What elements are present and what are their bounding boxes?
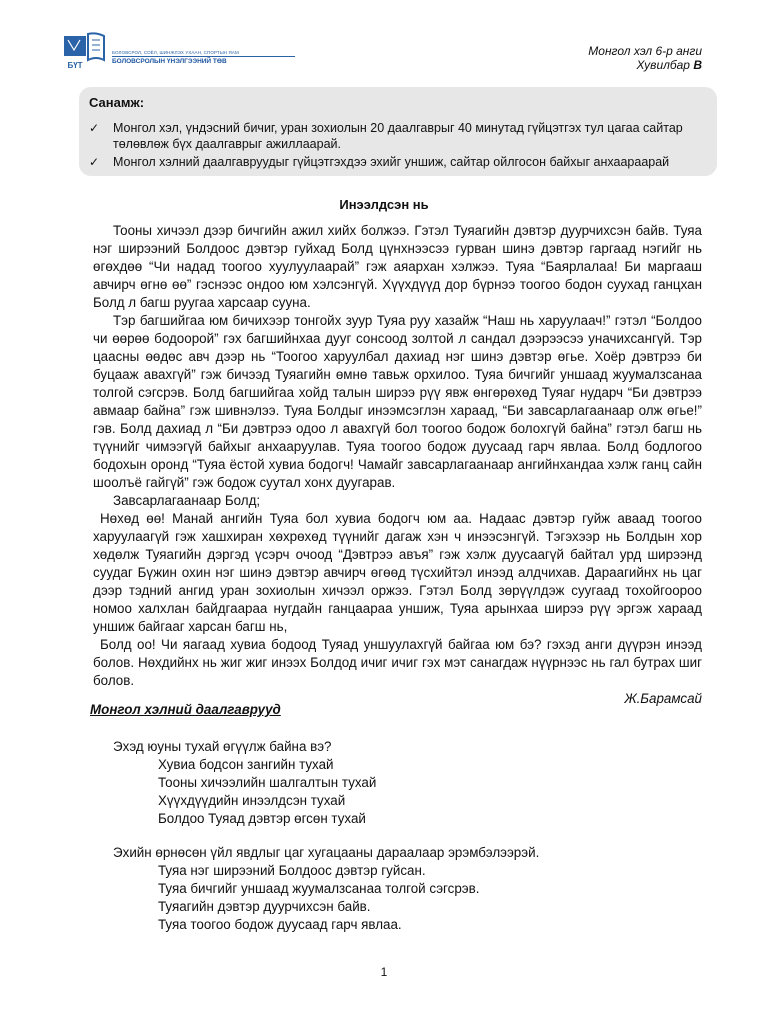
exam-info xyxy=(588,44,702,72)
variant-value: В xyxy=(693,58,702,72)
subject-label: Монгол хэл 6-р анги xyxy=(588,44,702,58)
answer-option[interactable]: Туяагийн дэвтэр дуурчихсэн байв. xyxy=(158,899,371,914)
story-text xyxy=(93,222,702,708)
story-author: Ж.Барамсай xyxy=(624,691,702,706)
notice-item-text: Монгол хэл, үндэсний бичиг, уран зохиолын 20 даалгаврыг 40 минутад гүйцэтгэх тул цагаа сайтар төлөвлөж бүх даалгаврыг ажиллаарай. xyxy=(113,121,683,151)
story-paragraph: Завсарлагаанаар Болд; xyxy=(113,493,261,508)
answer-option[interactable]: Болдоо Туяад дэвтэр өгсөн тухай xyxy=(158,811,366,826)
logo-divider xyxy=(112,56,295,57)
tasks-title: Монгол хэлний даалгаврууд xyxy=(90,702,281,717)
checkmark-icon: ✓ xyxy=(89,155,100,169)
notice-box xyxy=(79,87,717,176)
story-paragraph: Тэр багшийгаа юм бичихээр тонгойх зуур Туяа руу хазайж “Наш нь харуулаач!” гэтэл “Болдоо чи өөрөө бодоорой” гэх багшийнхаа дууг сонсоод золтой л сандал дээрээсээ уначихсангүй. Тэр цаасны өөдөс авч дээр нь “Тоогоо харуулбал дахиад нэг шинэ дэвтэр өгье. Хоёр дэвтрээ би буцааж авахгүй” гэж бичээд Туяагийн өмнө тавьж орхилоо. Туяа бичгийг уншаад жуумалзсанаа толгой сэгсрэв. Болд багшийгаа хойд талын ширээ рүү явж өнгөрөхөд Туяаг нударч “Би дэвтрээ авмаар байна” гэж шивнэлээ. Туяа Болдыг инээмсэглэн хараад, “Би завсарлагаанаар олж өгье!” гэв. Болд дахиад л “Би дэвтрээ одоо л авахгүй бол тоогоо бодож болохгүй байна” гэтэл багш нь түүнийг чимээгүй байхыг анхааруулав. Туяа тоогоо бодож дуусаад гарч явлаа. Болд бодлогоо бодохын оронд “Туяа ёстой хувиа бодогч! Чамайг завсарлагаанаар ангийнхандаа хэлж ганц сайн шоолъё гайгүй” гэж бодож суутал хонх дуугарав. xyxy=(93,313,702,490)
notice-title: Санамж: xyxy=(89,95,145,110)
notice-item xyxy=(89,120,709,152)
page-number: 1 xyxy=(380,965,388,979)
story-paragraph: Нөхөд өө! Манай ангийн Туяа бол хувиа бодогч юм аа. Надаас дэвтэр гуйж аваад тоогоо харуулаагүй гэж хашхиран хөхрөхөд түүнийг дагаж хэн ч инээсэнгүй. Тэгэхээр нь Болдын хор хөдөлж Туяагийн дэргэд үсэрч очоод “Дэвтрээ авъя” гэж хэлж дуусаагүй байтал урд ширээнд суудаг Бүжин охин нэг шинэ дэвтэр авчирч өгөөд түсхийтэл инээд алдчихав. Дараагийнх нь цаг дээр тэдний ангид уран зохиолын хичээл оржээ. Гэтэл Болд зөрүүлдэж суугаад тохойгоороо номоо халхлан байдгаараа нугдайн ганцаараа уншиж, Туяа арынхаа ширээ рүү эргэж хараад уншиж байгааг харсан багш нь, xyxy=(93,511,702,634)
variant-label: Хувилбар xyxy=(636,58,690,72)
story-paragraph: Болд оо! Чи яагаад хувиа бодоод Туяад уншуулахгүй байгаа юм бэ? гэхэд анги дүүрэн инээд болов. Нөхдийнх нь жиг жиг инээх Болдод ичиг ичиг гэх мэт санагдаж нүүрнээс нь гал бутрах шиг болов. xyxy=(93,637,702,688)
notice-item xyxy=(89,154,709,170)
checkmark-icon: ✓ xyxy=(89,121,100,135)
notice-list xyxy=(89,120,709,172)
logo-org-line2: БОЛОВСРОЛЫН ҮНЭЛГЭЭНИЙ ТӨВ xyxy=(112,58,227,65)
answer-option[interactable]: Туяа тоогоо бодож дуусаад гарч явлаа. xyxy=(158,917,402,932)
answer-option[interactable]: Хувиа бодсон зангийн тухай xyxy=(158,757,334,772)
question-prompt: Эхийн өрнөсөн үйл явдлыг цаг хугацааны дараалаар эрэмбэлээрэй. xyxy=(113,845,540,860)
book-logo-icon xyxy=(62,30,112,72)
notice-item-text: Монгол хэлний даалгавруудыг гүйцэтгэхдээ эхийг уншиж, сайтар ойлгосон байхыг анхаараарай xyxy=(113,155,670,169)
question-prompt: Эхэд юуны тухай өгүүлж байна вэ? xyxy=(113,739,332,754)
organization-logo xyxy=(62,30,242,74)
question-block xyxy=(113,844,713,934)
logo-org-line1: БОЛОВСРОЛ, СОЁЛ, ШИНЖЛЭХ УХААН, СПОРТЫН ЯАМ xyxy=(112,50,239,55)
answer-option[interactable]: Тооны хичээлийн шалгалтын тухай xyxy=(158,775,377,790)
variant-line xyxy=(588,58,702,72)
answer-option[interactable]: Туяа бичгийг уншаад жуумалзсанаа толгой сэгсрэв. xyxy=(158,881,480,896)
story-paragraph: Тооны хичээл дээр бичгийн ажил хийх болжээ. Гэтэл Туяагийн дэвтэр дуурчихсэн байв. Туяа нэг ширээний Болдоос дэвтэр гуйхад Болд цүнхнээсээ гурван шинэ дэвтэр гаргаад нэгийг нь өгөхдөө “Чи надад тоогоо хуулуулаарай” гэж аяархан хэлжээ. Туяа “Баярлалаа! Би маргааш авчирч өгнө өө” гэснээс ондоо юм хэлсэнгүй. Хүүхдүүд дор бүрнээ тоогоо бодон суухад ганцхан Болд л багш руугаа харсаар сууна. xyxy=(93,223,702,310)
question-block xyxy=(113,738,713,828)
logo-badge-text: БҮТ xyxy=(67,61,83,70)
answer-option[interactable]: Хүүхдүүдийн инээлдсэн тухай xyxy=(158,793,346,808)
page-header xyxy=(0,0,768,80)
story-title: Инээлдсэн нь xyxy=(339,197,429,212)
answer-option[interactable]: Туяа нэг ширээний Болдоос дэвтэр гуйсан. xyxy=(158,863,426,878)
